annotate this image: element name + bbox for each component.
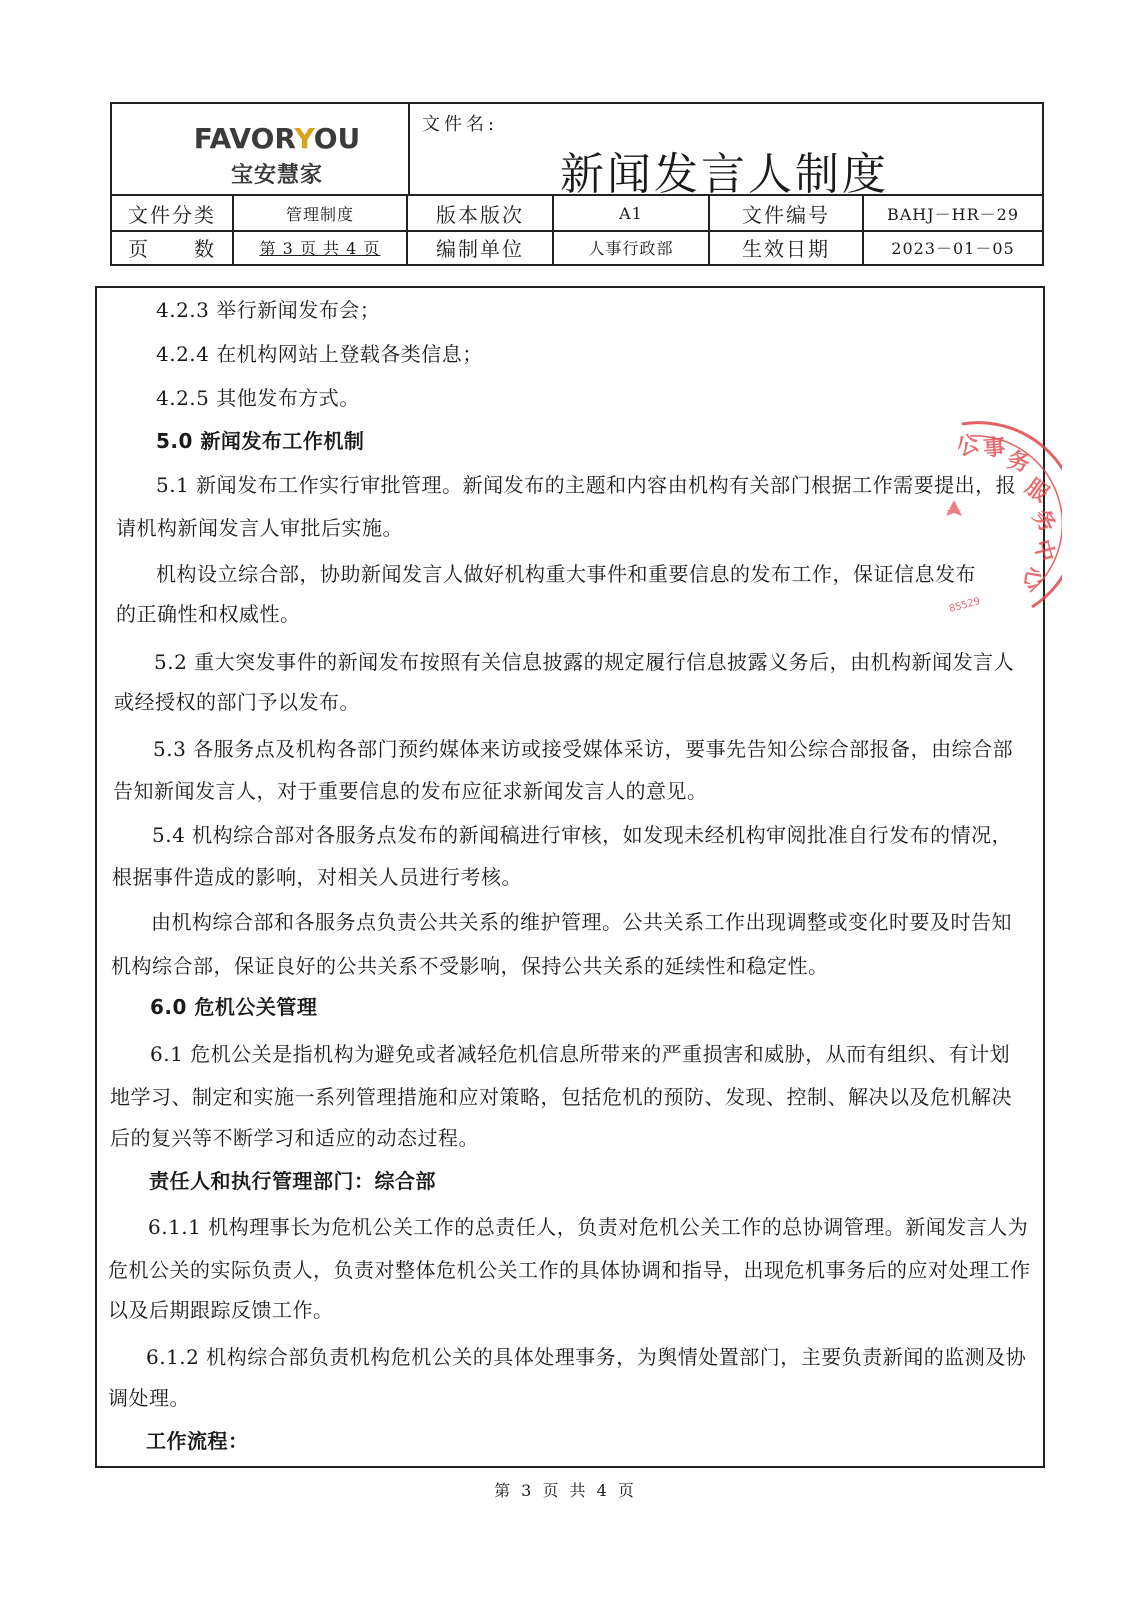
document-header-table — [110, 102, 1044, 266]
paragraph-line: 或经授权的部门予以发布。 — [114, 690, 360, 714]
section-heading: 工作流程： — [146, 1429, 249, 1453]
unit-label: 编制单位 — [436, 236, 524, 261]
section-heading: 6.0 危机公关管理 — [150, 995, 318, 1019]
paragraph-line: 5.1 新闻发布工作实行审批管理。新闻发布的主题和内容由机构有关部门根据工作需要提出，报 — [156, 473, 1017, 497]
paragraph-line: 4.2.5 其他发布方式。 — [156, 386, 360, 410]
paragraph-line: 以及后期跟踪反馈工作。 — [108, 1298, 334, 1322]
title-cell — [410, 104, 1042, 200]
logo-chinese: 宝安慧家 — [230, 163, 323, 188]
page-footer: 第 3 页 共 4 页 — [494, 1481, 637, 1500]
paragraph-line: 4.2.4 在机构网站上登载各类信息； — [156, 342, 483, 366]
paragraph-line: 地学习、制定和实施一系列管理措施和应对策略，包括危机的预防、发现、控制、解决以及危机解决 — [110, 1085, 1012, 1109]
paragraph-line: 4.2.3 举行新闻发布会； — [156, 298, 381, 322]
svg-text:服: 服 — [1020, 474, 1053, 508]
paragraph-line: 请机构新闻发言人审批后实施。 — [116, 516, 403, 540]
paragraph-line: 6.1.1 机构理事长为危机公关工作的总责任人，负责对危机公关工作的总协调管理。新闻发言人为 — [148, 1215, 1029, 1239]
file-number-label: 文件编号 — [742, 202, 830, 227]
svg-text:心: 心 — [1018, 564, 1047, 591]
paragraph-line: 机构设立综合部，协助新闻发言人做好机构重大事件和重要信息的发布工作，保证信息发布 — [156, 562, 976, 586]
logo — [112, 104, 410, 194]
header-top-row — [112, 104, 1042, 200]
section-heading: 5.0 新闻发布工作机制 — [156, 429, 365, 453]
paragraph-line: 5.3 各服务点及机构各部门预约媒体来访或接受媒体采访，要事先告知公综合部报备，由综合部 — [153, 737, 1014, 761]
paragraph-line: 的正确性和权威性。 — [116, 602, 301, 626]
effective-date-value: 2023－01－05 — [891, 238, 1015, 258]
paragraph-line: 机构综合部，保证良好的公共关系不受影响，保持公共关系的延续性和稳定性。 — [111, 954, 829, 978]
paragraph-line: 5.2 重大突发事件的新闻发布按照有关信息披露的规定履行信息披露义务后，由机构新闻发言人 — [154, 650, 1015, 674]
svg-text:事: 事 — [982, 435, 1007, 462]
svg-text:85529: 85529 — [947, 596, 982, 615]
paragraph-line: 由机构综合部和各服务点负责公共关系的维护管理。公共关系工作出现调整或变化时要及时告知 — [151, 910, 1012, 934]
svg-text:务: 务 — [1027, 505, 1061, 538]
document-title: 新闻发言人制度 — [560, 149, 889, 200]
paragraph-line: 调处理。 — [108, 1386, 190, 1410]
svg-text:中: 中 — [1028, 537, 1059, 565]
pages-value: 第 3 页 共 4 页 — [259, 238, 381, 258]
version-value: A1 — [619, 203, 643, 223]
paragraph-line: 6.1.2 机构综合部负责机构危机公关的具体处理事务，为舆情处置部门，主要负责新闻的监测及协 — [146, 1345, 1027, 1369]
file-name-label: 文件名: — [422, 114, 499, 135]
paragraph-line: 告知新闻发言人，对于重要信息的发布应征求新闻发言人的意见。 — [113, 779, 708, 803]
file-number-value: BAHJ－HR－29 — [886, 204, 1020, 224]
pages-label: 页 数 — [128, 236, 216, 261]
paragraph-line: 6.1 危机公关是指机构为避免或者减轻危机信息所带来的严重损害和威胁，从而有组织、有计划 — [150, 1042, 1011, 1066]
paragraph-line: 5.4 机构综合部对各服务点发布的新闻稿进行审核，如发现未经机构审阅批准自行发布的情况， — [152, 823, 1013, 847]
meta-row-2 — [112, 230, 1042, 264]
category-label: 文件分类 — [128, 202, 216, 227]
paragraph-line: 危机公关的实际负责人，负责对整体危机公关工作的具体协调和指导，出现危机事务后的应对处理工作 — [108, 1258, 1031, 1282]
unit-value: 人事行政部 — [588, 238, 674, 258]
category-value: 管理制度 — [285, 204, 354, 224]
paragraph-line: 后的复兴等不断学习和适应的动态过程。 — [110, 1126, 479, 1150]
version-label: 版本版次 — [436, 202, 524, 227]
section-heading: 责任人和执行管理部门：综合部 — [149, 1169, 436, 1193]
paragraph-line: 根据事件造成的影响，对相关人员进行考核。 — [112, 865, 522, 889]
svg-text:务: 务 — [1004, 447, 1033, 478]
effective-date-label: 生效日期 — [742, 236, 830, 261]
logo-english: FAVORYOU — [193, 122, 361, 155]
meta-row-1 — [112, 196, 1042, 232]
svg-text:公: 公 — [953, 430, 983, 462]
